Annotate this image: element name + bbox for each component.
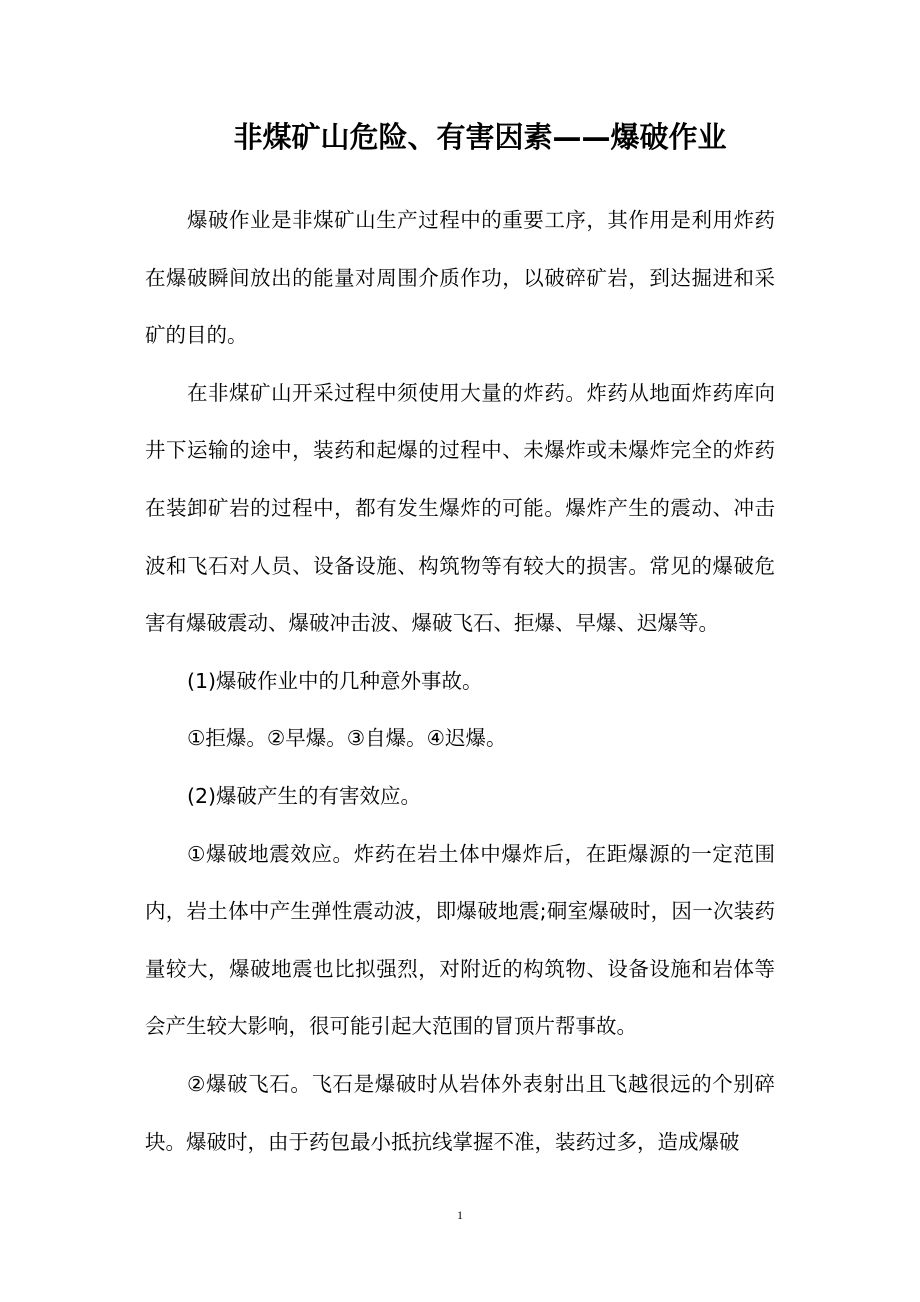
paragraph-seismic-effect: ①爆破地震效应。炸药在岩土体中爆炸后，在距爆源的一定范围内，岩土体中产生弹性震动波，即爆破地震;硐室爆破时，因一次装药量较大，爆破地震也比拟强烈，对附近的构筑物、设备设施和岩体等会产生较大影响，很可能引起大范围的冒顶片帮事故。	[145, 841, 775, 1039]
paragraph-hazards: 在非煤矿山开采过程中须使用大量的炸药。炸药从地面炸药库向井下运输的途中，装药和起爆的过程中、未爆炸或未爆炸完全的炸药在装卸矿岩的过程中，都有发生爆炸的可能。爆炸产生的震动、冲击波和飞石对人员、设备设施、构筑物等有较大的损害。常见的爆破危害有爆破震动、爆破冲击波、爆破飞石、拒爆、早爆、迟爆等。	[145, 380, 775, 636]
paragraph-accident-list: ①拒爆。②早爆。③自爆。④迟爆。	[187, 726, 507, 751]
paragraph-heading-accidents: (1)爆破作业中的几种意外事故。	[187, 668, 483, 693]
document-title: 非煤矿山危险、有害因素——爆破作业	[233, 120, 727, 154]
paragraph-intro: 爆破作业是非煤矿山生产过程中的重要工序，其作用是利用炸药在爆破瞬间放出的能量对周围介质作功，以破碎矿岩，到达掘进和采矿的目的。	[145, 208, 775, 348]
page-number: 1	[457, 1208, 463, 1222]
paragraph-heading-effects: (2)爆破产生的有害效应。	[187, 783, 422, 808]
document-body	[145, 192, 775, 1171]
paragraph-flyrock: ②爆破飞石。飞石是爆破时从岩体外表射出且飞越很远的个别碎块。爆破时，由于药包最小抵抗线掌握不准，装药过多，造成爆破	[145, 1071, 775, 1154]
